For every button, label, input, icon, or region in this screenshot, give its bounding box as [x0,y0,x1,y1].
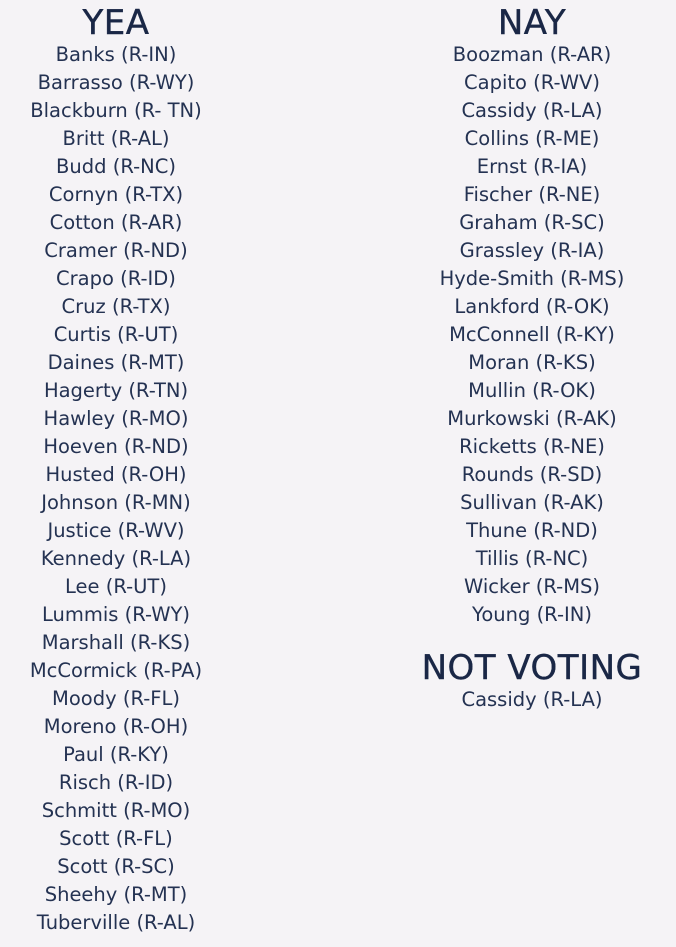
senator-list-item: Hoeven (R-ND) [43,435,189,458]
senator-list-item: Kennedy (R-LA) [40,547,192,570]
senator-list-item: Lankford (R-OK) [454,295,610,318]
senator-list-item: McConnell (R-KY) [449,323,615,346]
senator-list-item: Boozman (R-AR) [452,43,612,66]
senator-list-item: Marshall (R-KS) [41,631,191,654]
senator-list-item: Moody (R-FL) [52,687,180,710]
not-voting-list [461,686,602,714]
senator-list-item: Tuberville (R-AL) [36,911,196,934]
yea-heading: YEA [82,3,150,43]
senator-list-item: Hyde-Smith (R-MS) [439,267,625,290]
senator-list-item: Hawley (R-MO) [43,407,189,430]
senator-list-item: Crapo (R-ID) [56,267,176,290]
senator-list-item: Young (R-IN) [472,603,592,626]
senator-list-item: Banks (R-IN) [55,43,177,66]
yea-list [30,41,202,937]
senator-list-item: Rounds (R-SD) [461,463,603,486]
senator-list-item: Moran (R-KS) [468,351,596,374]
senator-list-item: Murkowski (R-AK) [447,407,617,430]
senator-list-item: Johnson (R-MN) [41,491,191,514]
senator-list-item: Fischer (R-NE) [463,183,601,206]
senator-list-item: Cramer (R-ND) [44,239,188,262]
senator-list-item: Barrasso (R-WY) [37,71,195,94]
senator-list-item: Schmitt (R-MO) [41,799,191,822]
nay-column [418,0,646,714]
senator-list-item: Grassley (R-IA) [459,239,605,262]
senator-list-item: Curtis (R-UT) [53,323,179,346]
senator-list-item: Sullivan (R-AK) [460,491,604,514]
senator-list-item: Risch (R-ID) [58,771,174,794]
senator-list-item: Lummis (R-WY) [41,603,191,626]
senator-list-item: Britt (R-AL) [62,127,170,150]
senator-list-item: Sheehy (R-MT) [44,883,188,906]
senator-list-item: Scott (R-FL) [59,827,173,850]
senator-list-item: Scott (R-SC) [57,855,175,878]
senator-list-item: Wicker (R-MS) [463,575,600,598]
senator-list-item: Cotton (R-AR) [49,211,183,234]
senator-list-item: Cruz (R-TX) [61,295,171,318]
senator-list-item: Ricketts (R-NE) [459,435,605,458]
yea-column [0,0,232,937]
senator-list-item: Husted (R-OH) [45,463,187,486]
senator-list-item: Lee (R-UT) [65,575,167,598]
senator-list-item: Cassidy (R-LA) [461,99,603,122]
senator-list-item: McCormick (R-PA) [29,659,203,682]
senator-list-item: Cassidy (R-LA) [461,688,603,711]
senator-list-item: Collins (R-ME) [464,127,600,150]
nay-heading: NAY [497,3,567,43]
senator-list-item: Thune (R-ND) [466,519,598,542]
senator-list-item: Blackburn (R- TN) [30,99,202,122]
nay-list [440,41,625,629]
senator-list-item: Hagerty (R-TN) [43,379,189,402]
senator-list-item: Ernst (R-IA) [476,155,588,178]
senator-list-item: Tillis (R-NC) [475,547,589,570]
senator-list-item: Budd (R-NC) [56,155,176,178]
senator-list-item: Graham (R-SC) [459,211,605,234]
senator-list-item: Moreno (R-OH) [43,715,189,738]
senator-list-item: Paul (R-KY) [63,743,169,766]
not-voting-heading: NOT VOTING [421,648,643,688]
senator-list-item: Mullin (R-OK) [468,379,596,402]
senator-list-item: Daines (R-MT) [47,351,185,374]
senator-list-item: Capito (R-WV) [464,71,600,94]
senator-list-item: Cornyn (R-TX) [48,183,184,206]
senator-list-item: Justice (R-WV) [47,519,185,542]
